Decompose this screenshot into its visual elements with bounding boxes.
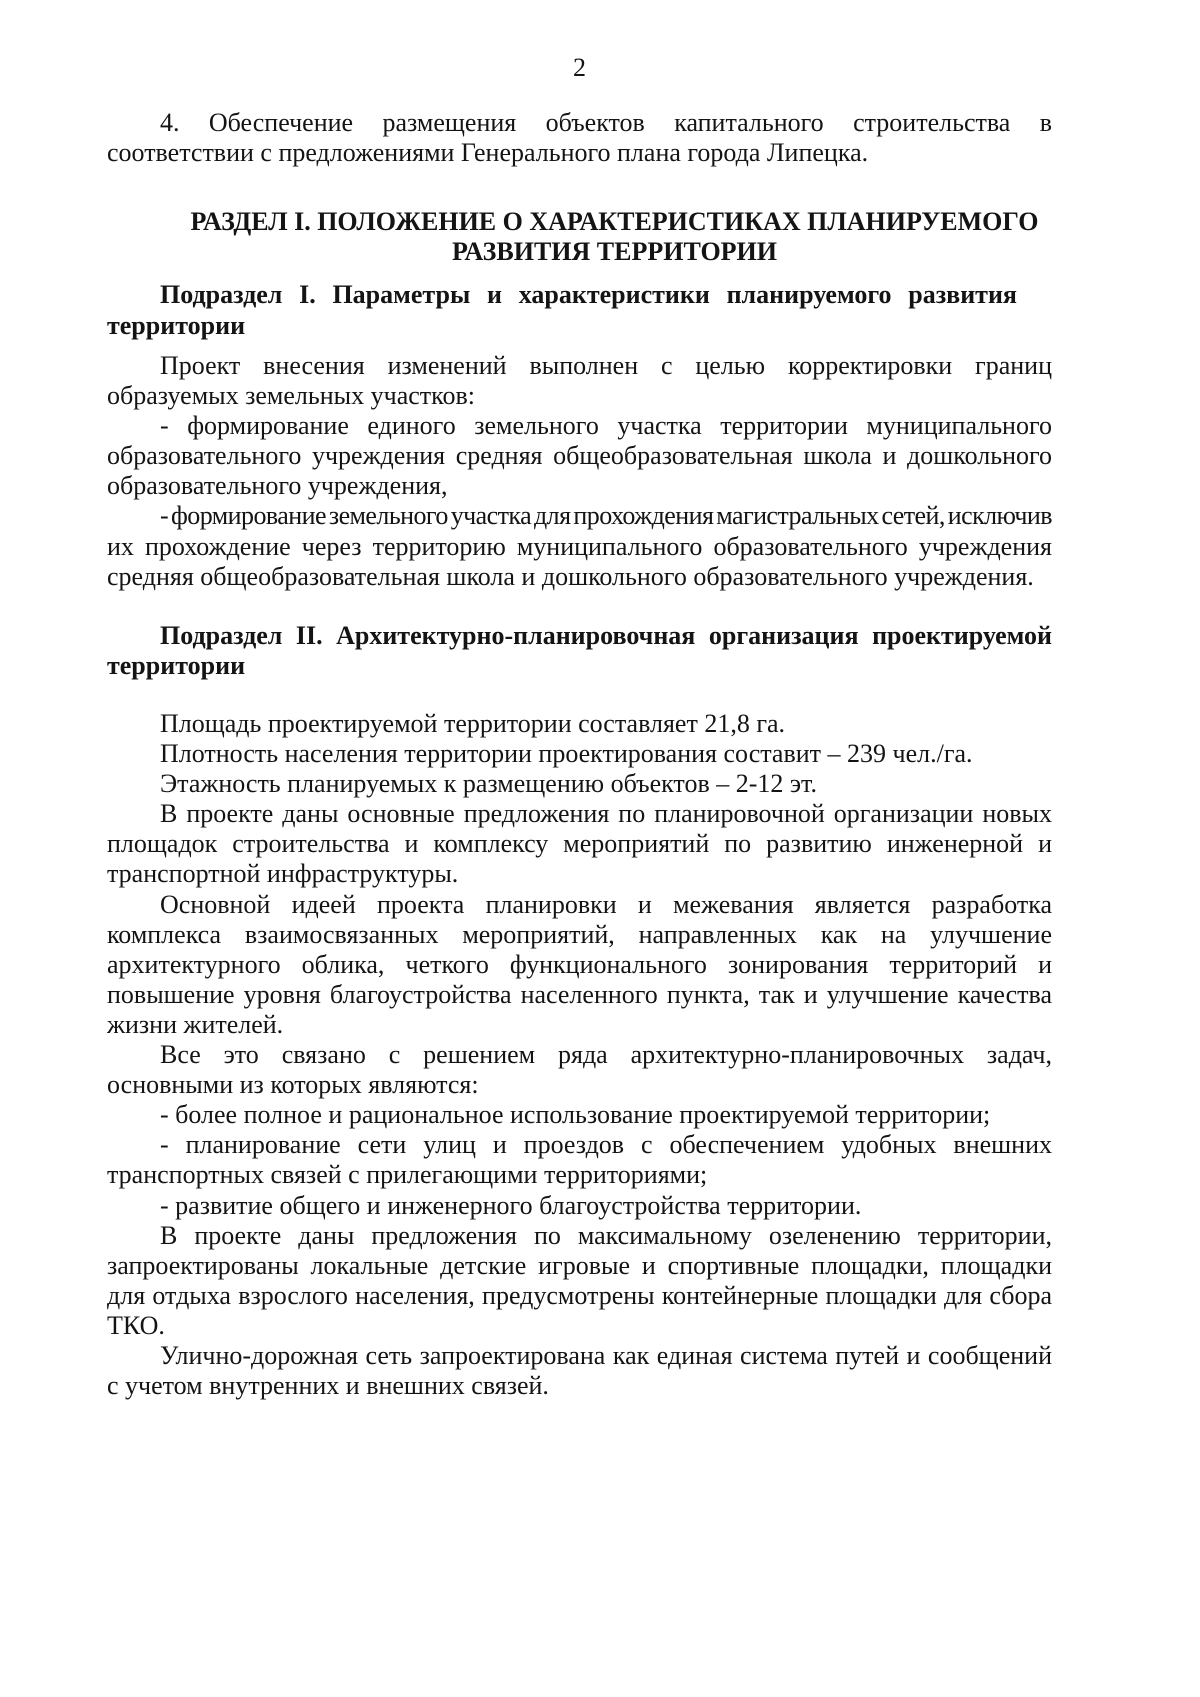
- paragraph-line: Площадь проектируемой территории составляет 21,8 га.: [160, 709, 786, 738]
- subsection-1-body: [107, 351, 1052, 592]
- subsection-title-line: Подраздел I. Параметры и характеристики планируемого развития: [160, 280, 1017, 309]
- list-item: [107, 1130, 1052, 1190]
- paragraph-line: жизни жителей.: [107, 1009, 284, 1039]
- paragraph-line: комплекса взаимосвязанных мероприятий, направленных как на улучшение: [107, 919, 1052, 949]
- paragraph: [107, 1040, 1052, 1100]
- paragraph-line: с учетом внутренних и внешних связей.: [107, 1371, 549, 1401]
- paragraph-line: - формирование земельного участка для прохождения магистральных сетей, исключив: [160, 501, 1052, 531]
- paragraph-line: В проекте даны предложения по максимальному озеленению территории,: [160, 1220, 1052, 1250]
- paragraph-line: - планирование сети улиц и проездов с обеспечением удобных внешних: [160, 1130, 1052, 1160]
- paragraph-line: 4. Обеспечение размещения объектов капитального строительства в: [160, 108, 1052, 137]
- list-item: [107, 1191, 1052, 1221]
- subsection-2-title: [107, 621, 1052, 681]
- paragraph-line: транспортной инфраструктуры.: [107, 859, 459, 889]
- paragraph: [107, 351, 1052, 411]
- paragraph-line: Основной идеей проекта планировки и межевания является разработка: [160, 889, 1052, 919]
- subsection-title-line: территории: [107, 651, 246, 680]
- paragraph-line: площадок строительства и комплексу мероприятий по развитию инженерной и: [107, 829, 1052, 859]
- paragraph-line: архитектурного облика, четкого функционального зонирования территорий и: [107, 949, 1052, 979]
- paragraph: [107, 1221, 1052, 1341]
- page-number-area: [107, 53, 1052, 83]
- paragraph-line: средняя общеобразовательная школа и дошкольного образовательного учреждения.: [107, 561, 1034, 591]
- paragraph: [107, 799, 1052, 889]
- page-number: 2: [573, 53, 586, 82]
- paragraph-line: основными из которых являются:: [107, 1070, 479, 1100]
- paragraph-line: соответствии с предложениями Генерального плана города Липецка.: [107, 138, 869, 168]
- subsection-2-body: [107, 709, 1052, 1401]
- paragraph-line: - более полное и рациональное использование проектируемой территории;: [160, 1100, 991, 1130]
- list-item: [107, 1100, 1052, 1130]
- paragraph-line: Все это связано с решением ряда архитектурно-планировочных задач,: [160, 1040, 1052, 1070]
- paragraph-line: В проекте даны основные предложения по планировочной организации новых: [160, 799, 1052, 829]
- paragraph-line: Этажность планируемых к размещению объектов – 2-12 эт.: [160, 769, 817, 799]
- paragraph: [107, 411, 1052, 501]
- paragraph-line: их прохождение через территорию муниципального образовательного учреждения: [107, 531, 1052, 561]
- paragraph: [107, 769, 1052, 799]
- subsection-title-line: территории: [107, 311, 246, 340]
- paragraph-line: для отдыха взрослого населения, предусмотрены контейнерные площадки для сбора: [107, 1280, 1052, 1310]
- numbered-item-4: [107, 108, 1052, 168]
- paragraph-line: образуемых земельных участков:: [107, 381, 475, 411]
- subsection-title-line: Подраздел II. Архитектурно-планировочная организация проектируемой: [160, 621, 1052, 650]
- paragraph: [107, 739, 1052, 769]
- paragraph-line: Плотность населения территории проектирования составит – 239 чел./га.: [160, 739, 973, 769]
- paragraph: [107, 890, 1052, 1040]
- section-title: [107, 207, 1052, 267]
- paragraph-line: запроектированы локальные детские игровые и спортивные площадки, площадки: [107, 1250, 1052, 1280]
- paragraph: [107, 709, 1052, 739]
- paragraph-line: повышение уровня благоустройства населенного пункта, так и улучшение качества: [107, 979, 1052, 1009]
- paragraph-line: образовательного учреждения,: [107, 471, 448, 501]
- paragraph-line: Улично-дорожная сеть запроектирована как единая система путей и сообщений: [160, 1340, 1052, 1370]
- paragraph: [107, 1341, 1052, 1401]
- paragraph-line: - формирование единого земельного участка территории муниципального: [160, 411, 1052, 441]
- paragraph-line: ТКО.: [107, 1310, 165, 1340]
- section-title-line: РАЗДЕЛ I. ПОЛОЖЕНИЕ О ХАРАКТЕРИСТИКАХ ПЛАНИРУЕМОГО: [190, 207, 1039, 236]
- paragraph-line: транспортных связей с прилегающими территориями;: [107, 1160, 708, 1190]
- section-title-line: РАЗВИТИЯ ТЕРРИТОРИИ: [451, 237, 778, 266]
- paragraph-line: Проект внесения изменений выполнен с целью корректировки границ: [160, 351, 1052, 380]
- paragraph: [107, 501, 1052, 591]
- paragraph-line: - развитие общего и инженерного благоустройства территории.: [160, 1190, 862, 1220]
- subsection-1-title: [107, 279, 1052, 341]
- paragraph-line: образовательного учреждения средняя общеобразовательная школа и дошкольного: [107, 441, 1052, 471]
